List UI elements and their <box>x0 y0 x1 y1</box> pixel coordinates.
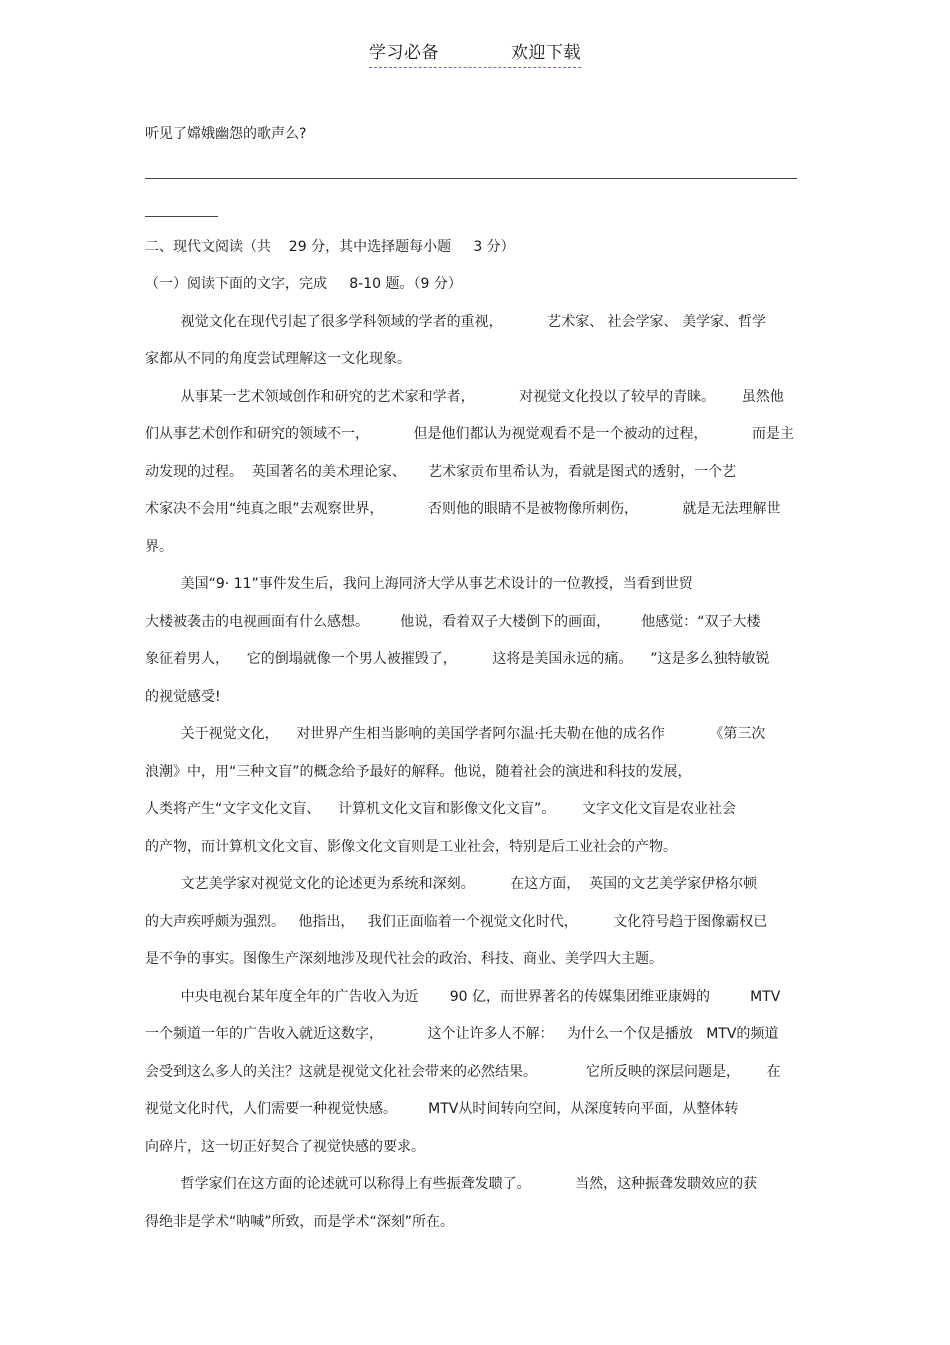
header-left-text: 学习必备 <box>369 43 439 63</box>
header-right-text: 欢迎下载 <box>511 43 581 63</box>
text-line <box>145 154 805 192</box>
text-line: 文艺美学家对视觉文化的论述更为系统和深刻。 在这方面， 英国的文艺美学家伊格尔顿 <box>145 876 758 892</box>
text-line: 的大声疾呼颇为强烈。 他指出， 我们正面临着一个视觉文化时代， 文化符号趋于图像霸权已 <box>145 913 768 930</box>
text-line: 术家决不会用“纯真之眼”去观察世界， 否则他的眼睛不是被物像所刺伤， 就是无法理解世 <box>145 501 781 517</box>
text-line: 向碎片，这一切正好契合了视觉快感的要求。 <box>145 1138 425 1155</box>
section-heading: 二、现代文阅读（共 29 分，其中选择题每小题 3 分） <box>145 238 515 255</box>
text-line: 关于视觉文化， 对世界产生相当影响的美国学者阿尔温·托夫勒在他的成名作 《第三次 <box>145 726 766 742</box>
text-line: 浪潮》中，用“三种文盲”的概念给予最好的解释。他说，随着社会的演进和科技的发展， <box>145 763 692 780</box>
text-line: 美国“9· 11”事件发生后，我问上海同济大学从事艺术设计的一位教授，当看到世贸 <box>145 576 693 592</box>
text-line: 的视觉感受! <box>145 688 221 705</box>
text-line: 象征着男人， 它的倒塌就像一个男人被摧毁了， 这将是美国永远的痛。 ”这是多么独特敏锐 <box>145 651 770 667</box>
text-line: 从事某一艺术领域创作和研究的艺术家和学者， 对视觉文化投以了较早的青睐。 虽然他 <box>145 388 784 405</box>
page-header <box>0 38 950 68</box>
text-line: 人类将产生“文字文化文盲、 计算机文化文盲和影像文化文盲”。 文字文化文盲是农业社会 <box>145 801 737 817</box>
text-line: 中央电视台某年度全年的广告收入为近 90 亿，而世界著名的传媒集团维亚康姆的 MTV <box>145 988 781 1005</box>
text-line: 界。 <box>145 538 173 555</box>
text-line: 会受到这么多人的关注？这就是视觉文化社会带来的必然结果。 它所反映的深层问题是， 在 <box>145 1063 781 1080</box>
text-line: 哲学家们在这方面的论述就可以称得上有些振聋发聩了。 当然，这种振聋发聩效应的获 <box>145 1176 758 1192</box>
text-line: 家都从不同的角度尝试理解这一文化现象。 <box>145 351 411 367</box>
text-line: 的产物，而计算机文化文盲、影像文化文盲则是工业社会，特别是后工业社会的产物。 <box>145 838 677 855</box>
header-banner <box>369 38 581 68</box>
text-line: 听见了嫦娥幽怨的歌声么? <box>145 126 307 142</box>
subsection-heading: （一）阅读下面的文字，完成 8-10 题。（9 分） <box>145 276 462 292</box>
text-line: 视觉文化时代，人们需要一种视觉快感。 MTV从时间转向空间，从深度转向平面，从整体转 <box>145 1101 739 1117</box>
text-line: 大楼被袭击的电视画面有什么感想。 他说，看着双子大楼倒下的画面， 他感觉：“双子大楼 <box>145 613 761 630</box>
text-line: 视觉文化在现代引起了很多学科领域的学者的重视， 艺术家、 社会学家、 美学家、哲学 <box>145 313 767 330</box>
document-body <box>145 116 805 1241</box>
text-line <box>145 191 805 229</box>
text-line: 是不争的事实。图像生产深刻地涉及现代社会的政治、科技、商业、美学四大主题。 <box>145 951 663 967</box>
text-line: 得绝非是学术“呐喊”所致，而是学术“深刻”所在。 <box>145 1213 455 1230</box>
text-line: 们从事艺术创作和研究的领域不一， 但是他们都认为视觉观看不是一个被动的过程， 而是主 <box>145 426 795 442</box>
text-line: 一个频道一年的广告收入就近这数字， 这个让许多人不解： 为什么一个仅是播放 MTV的频道 <box>145 1026 779 1042</box>
text-line: 动发现的过程。 英国著名的美术理论家、 艺术家贡布里希认为，看就是图式的透射，一个艺 <box>145 463 737 480</box>
